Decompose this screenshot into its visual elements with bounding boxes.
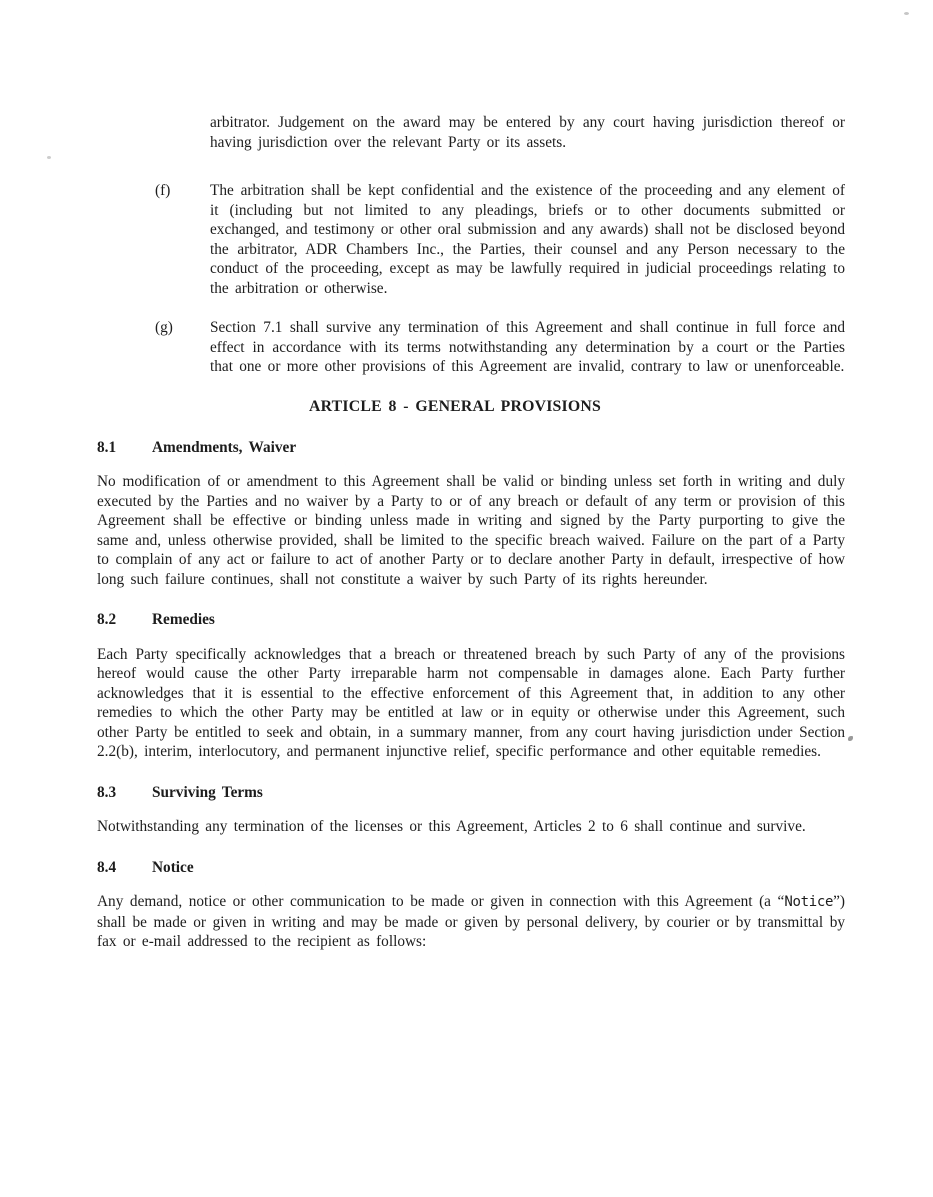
- intro-paragraph: arbitrator. Judgement on the award may be entered by any court having jurisdiction thereof or having jurisdiction over the relevant Party or its assets.: [210, 114, 845, 151]
- section-number: 8.4: [97, 858, 117, 876]
- section-heading: [97, 438, 845, 458]
- list-item-label: (g): [155, 319, 173, 336]
- section-number: 8.3: [97, 783, 117, 801]
- section-8-4: [97, 858, 845, 952]
- section-heading: [97, 858, 845, 878]
- section-title: Surviving Terms: [152, 783, 263, 801]
- scan-artifact: [848, 736, 853, 741]
- scan-artifact: [904, 12, 909, 15]
- section-title: Amendments, Waiver: [152, 438, 297, 456]
- list-item-label: (f): [155, 182, 171, 199]
- section-paragraph: Each Party specifically acknowledges that a breach or threatened breach by such Party of any of the provisions hereof would cause the other Party irreparable harm not compensable in damages alone. Each Party further acknowledges that it is essential to the effective enforcement of this Agreement that, in addition to any other remedies to which the other Party may be entitled at law or in equity or otherwise under this Agreement, such other Party be entitled to seek and obtain, in a summary manner, from any court having jurisdiction under Section 2.2(b), interim, interlocutory, and permanent injunctive relief, specific performance and other equitable remedies.: [97, 645, 845, 760]
- notice-text-before: Any demand, notice or other communication to be made or given in connection with this Agreement (a “: [97, 893, 785, 910]
- section-paragraph: Notwithstanding any termination of the licenses or this Agreement, Articles 2 to 6 shall continue and survive.: [97, 818, 806, 835]
- list-item-text: Section 7.1 shall survive any termination of this Agreement and shall continue in full force and effect in accordance with its terms notwithstanding any determination by a court or the Parties that one or more other provisions of this Agreement are invalid, contrary to law or unenforceable.: [210, 319, 845, 375]
- scan-artifact: [47, 156, 51, 159]
- list-item-g: [97, 318, 845, 377]
- list-item-text: The arbitration shall be kept confidential and the existence of the proceeding and any element of it (including but not limited to any pleadings, briefs or to other documents submitted or exchanged, and testimony or other oral submission and any awards) shall not be disclosed beyond the arbitrator, ADR Chambers Inc., the Parties, their counsel and any Person necessary to the conduct of the proceeding, except as may be lawfully required in judicial proceedings relating to the arbitration or otherwise.: [210, 182, 845, 297]
- section-8-2: [97, 610, 845, 762]
- section-number: 8.1: [97, 438, 117, 456]
- section-title: Notice: [152, 858, 194, 876]
- section-number: 8.2: [97, 611, 117, 628]
- article-heading: ARTICLE 8 - GENERAL PROVISIONS: [309, 397, 601, 415]
- notice-text-after: ”) shall be made or given in writing and may be made or given by personal delivery, by courier or by transmittal by fax or e-mail addressed to the recipient as follows:: [97, 893, 845, 950]
- list-item-f: [97, 181, 845, 298]
- section-title: Remedies: [152, 611, 215, 628]
- notice-term: Notice: [784, 894, 834, 910]
- section-8-1: [97, 438, 845, 590]
- section-heading: [97, 610, 845, 630]
- section-8-3: [97, 783, 845, 837]
- section-heading: [97, 783, 845, 803]
- section-paragraph: No modification of or amendment to this Agreement shall be valid or binding unless set forth in writing and duly executed by the Parties and no waiver by a Party to or of any breach or default of any term or provision of this Agreement shall be effective or binding unless made in writing and signed by the Party purporting to give the same and, unless otherwise provided, shall be limited to the specific breach waived. Failure on the part of a Party to complain of any act or failure to act of another Party or to declare another Party in default, irrespective of how long such failure continues, shall not constitute a waiver by such Party of its rights hereunder.: [97, 473, 845, 588]
- notice-paragraph: [97, 892, 845, 952]
